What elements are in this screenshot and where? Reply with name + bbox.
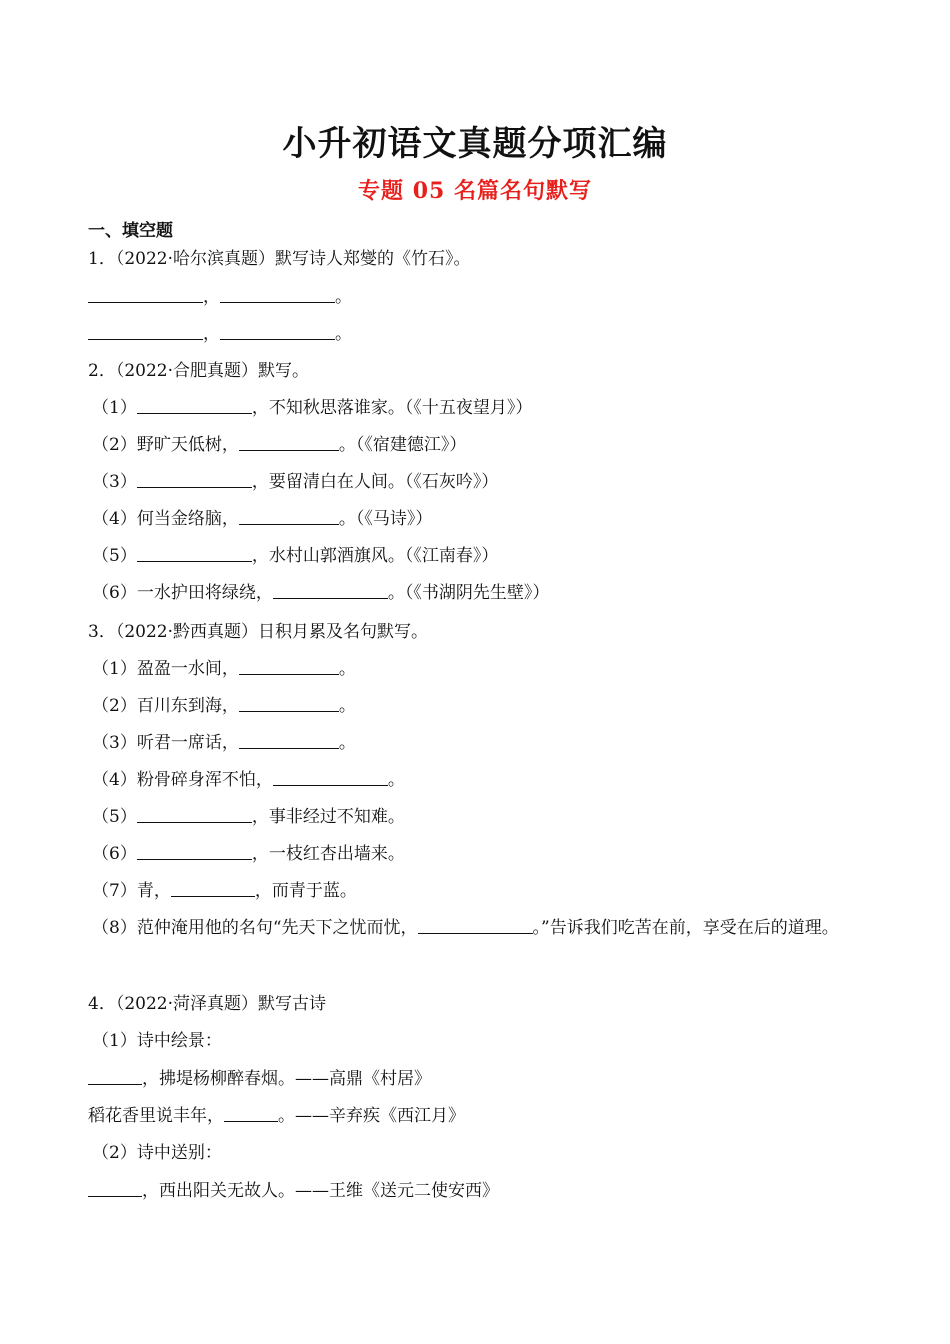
- answer-blank[interactable]: [88, 323, 203, 340]
- question-4-part-1: （1）诗中绘景：: [92, 1031, 222, 1051]
- answer-blank[interactable]: [88, 286, 203, 303]
- question-2-stem: 2．（2022·合肥真题）默写。: [88, 361, 309, 381]
- answer-blank[interactable]: [137, 397, 252, 414]
- question-4-line-2: 稻花香里说丰年， 。——辛弃疾《西江月》: [88, 1106, 465, 1126]
- question-2-item-3: （3） ，要留清白在人间。（《石灰吟》）: [92, 472, 499, 492]
- question-2-item-2: （2）野旷天低树， 。（《宿建德江》）: [92, 435, 467, 455]
- answer-blank[interactable]: [418, 917, 533, 934]
- answer-blank[interactable]: [171, 880, 255, 897]
- answer-blank[interactable]: [137, 806, 252, 823]
- question-1-line-2: ， 。: [88, 323, 352, 345]
- question-3-item-1: （1）盈盈一水间， 。: [92, 659, 356, 679]
- answer-blank[interactable]: [88, 1180, 142, 1197]
- question-4-line-1: ，拂堤杨柳醉春烟。——高鼎《村居》: [88, 1068, 431, 1090]
- question-1-line-1: ， 。: [88, 286, 352, 308]
- section-heading: 一、填空题: [88, 221, 173, 241]
- answer-blank[interactable]: [239, 695, 339, 712]
- question-3-item-5: （5） ，事非经过不知难。: [92, 807, 405, 827]
- answer-blank[interactable]: [239, 434, 339, 451]
- answer-blank[interactable]: [137, 471, 252, 488]
- answer-blank[interactable]: [273, 582, 388, 599]
- page-subtitle: 专题 05 名篇名句默写: [358, 178, 592, 204]
- answer-blank[interactable]: [88, 1068, 142, 1085]
- answer-blank[interactable]: [239, 732, 339, 749]
- question-4-part-2: （2）诗中送别：: [92, 1143, 222, 1163]
- question-3-item-4: （4）粉骨碎身浑不怕， 。: [92, 770, 405, 790]
- question-1-stem: 1．（2022·哈尔滨真题）默写诗人郑燮的《竹石》。: [88, 249, 471, 269]
- question-2-item-5: （5） ，水村山郭酒旗风。（《江南春》）: [92, 546, 499, 566]
- answer-blank[interactable]: [220, 286, 335, 303]
- answer-blank[interactable]: [224, 1105, 278, 1122]
- answer-blank[interactable]: [239, 658, 339, 675]
- question-3-item-2: （2）百川东到海， 。: [92, 696, 356, 716]
- answer-blank[interactable]: [137, 843, 252, 860]
- question-2-item-6: （6）一水护田将绿绕， 。（《书湖阴先生壁》）: [92, 583, 550, 603]
- answer-blank[interactable]: [220, 323, 335, 340]
- page-title: 小升初语文真题分项汇编: [282, 124, 668, 164]
- question-2-item-1: （1） ，不知秋思落谁家。（《十五夜望月》）: [92, 398, 533, 418]
- question-3-stem: 3．（2022·黔西真题）日积月累及名句默写。: [88, 622, 428, 642]
- answer-blank[interactable]: [273, 769, 388, 786]
- question-3-item-6: （6） ，一枝红杏出墙来。: [92, 844, 405, 864]
- question-3-item-7: （7）青， ，而青于蓝。: [92, 881, 357, 901]
- question-3-item-8: （8）范仲淹用他的名句“先天下之忧而忧， 。”告诉我们吃苦在前，享受在后的道理。: [92, 918, 839, 938]
- question-4-line-3: ，西出阳关无故人。——王维《送元二使安西》: [88, 1180, 499, 1202]
- answer-blank[interactable]: [137, 545, 252, 562]
- answer-blank[interactable]: [239, 508, 339, 525]
- question-3-item-3: （3）听君一席话， 。: [92, 733, 356, 753]
- question-2-item-4: （4）何当金络脑， 。（《马诗》）: [92, 509, 433, 529]
- question-4-stem: 4．（2022·菏泽真题）默写古诗: [88, 994, 326, 1014]
